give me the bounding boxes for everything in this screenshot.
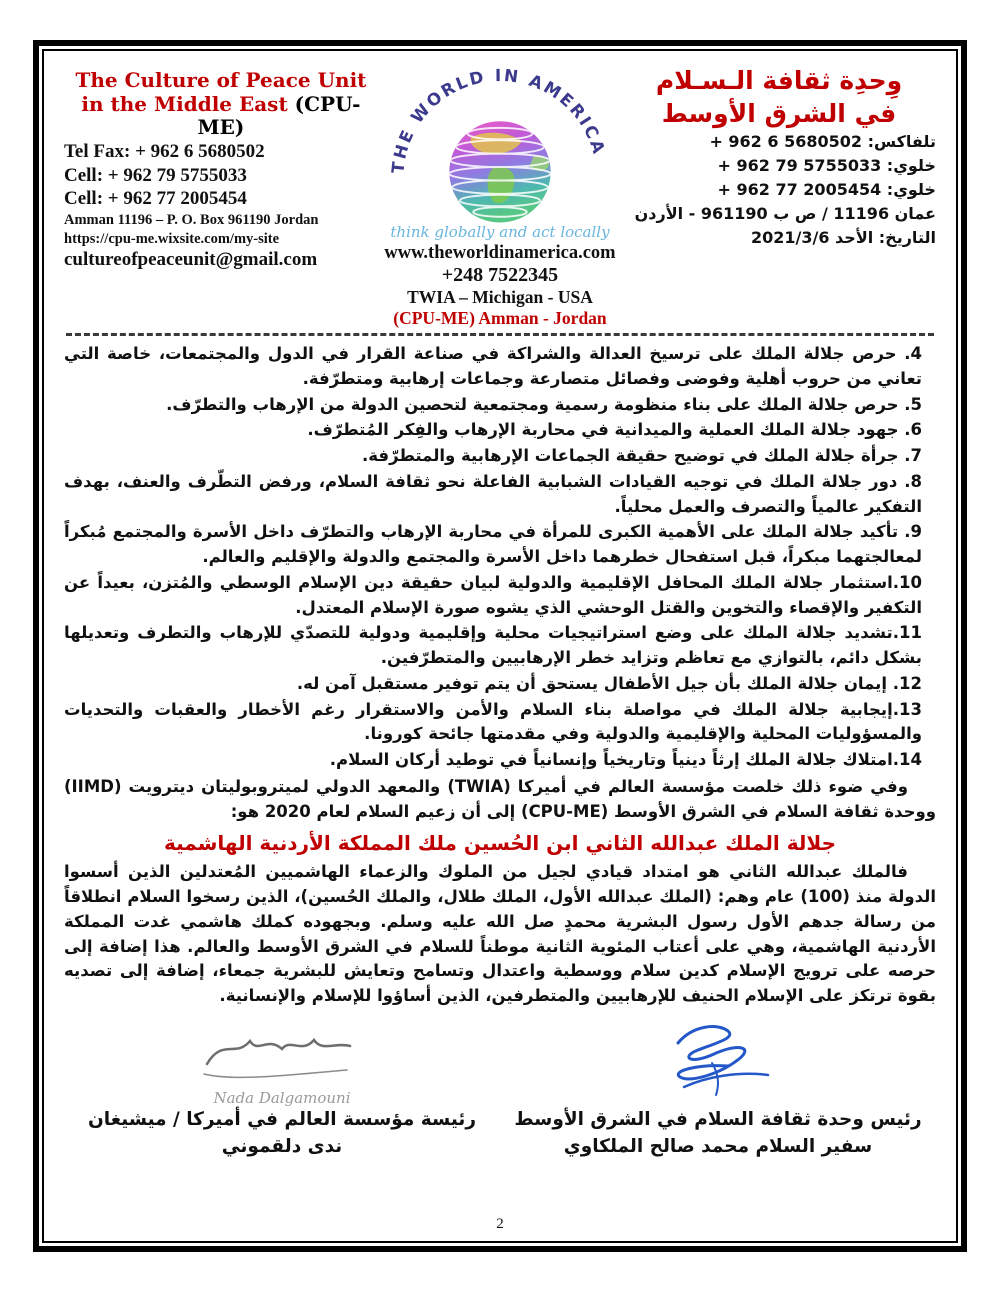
page-number: 2 (496, 1216, 504, 1232)
org-title-arabic (622, 65, 936, 130)
cpume-location-line: (CPU-ME) Amman - Jordan (393, 308, 607, 328)
cell-line-1: Cell: + 962 79 5755033 (64, 164, 247, 186)
peace-leader-2020-phrase: زعيم السلام لعام 2020 (264, 801, 456, 821)
signer-name-right: سفير السلام محمد صالح الملكاوي (563, 1135, 873, 1157)
signature-section (64, 1015, 936, 1216)
org-title-line1: The Culture of Peace Unit (75, 68, 367, 92)
list-item: 8. دور جلالة الملك في توجيه القيادات الشبابية الفاعلة نحو ثقافة السلام، ورفض التطّرف والعنف، بهدف التفكير عالمياً والتصرف والعمل محلياً. (64, 471, 922, 516)
signature-block-president (64, 1015, 500, 1216)
cell-line-ar-2: خلوي: ‪+ 962 77 2005454‬ (717, 180, 936, 199)
signature-block-chairman (500, 1015, 936, 1216)
letterhead-english-block (64, 61, 378, 271)
list-item: 4. حرص جلالة الملك على ترسيخ العدالة والشراكة في صناعة القرار في الدول والمجتمعات، خاصة التي تعاني من حروب أهلية وفوضى وفصائل متصارعة وجماعات إرهابية ومتطرّفة. (64, 344, 922, 388)
handwritten-signature-icon (608, 1017, 828, 1105)
signer-title-right: رئيس وحدة ثقافة السلام في الشرق الأوسط (514, 1108, 922, 1130)
signature-ink-blue (500, 1015, 936, 1107)
org-title-arabic-line1: وِحدِة ثقافة الـسـلام (655, 66, 903, 95)
letter-page (42, 49, 958, 1243)
website-link: https://cpu-me.wixsite.com/my-site (64, 230, 280, 247)
letter-body (64, 342, 936, 1009)
cell-line-ar-1: خلوي: ‪+ 962 79 5755033‬ (717, 156, 936, 175)
final-paragraph: فالملك عبدالله الثاني هو امتداد قيادي لجيل من الملوك والزعماء الهاشميين المُعتدلين الذين أسسوا الدولة منذ (100) عام وهم: (الملك عبدالله الأول، الملك طلال، والملك الحُسين)، الذين رسخوا السلام انطلاقاً من رسالة جدهم الأول رسول البشرية محمدٍ صل الله عليه وسلم. وبجهوده كملك هاشمي غدت المملكة الأردنية الهاشمية، وهي على أعتاب المئوية الثانية موطناً للسلام في الشرق الأوسط والعالم. هذا إضافة إلى حرصه على ترويج الإسلام كدين سلام ووسطية واعتدال وتسامح وتعايش للبشرية جمعاء، إضافة إلى تصديه بقوة ترتكز على الإسلام الحنيف للإرهابيين والمتطرفين، الذين أساؤوا للإسلام والإنسانية. (64, 862, 936, 1005)
twia-phone: +248 7522345 (441, 264, 559, 286)
numbered-list (64, 342, 936, 773)
list-item: 9. تأكيد جلالة الملك على الأهمية الكبرى للمرأة في محاربة الإرهاب والتطرّف داخل الأسرة والمجتمع مُبكراً لمعالجتهما مبكراً، قبل استفحال خطرهما داخل الأسرة والمجتمع والدولة والإقليم والعالم. (64, 522, 922, 566)
svg-text:THE WORLD IN AMERICA: THE WORLD IN AMERICA (387, 64, 610, 175)
list-item: 13.إيجابية جلالة الملك في مواصلة بناء السلام والأمن والاستقرار رغم الأخطار والعقبات والتحديات والمسؤوليات المحلية والإقليمية والدولية وفي مقدمتها جائحة كورونا. (64, 699, 922, 744)
list-item: 10.استثمار جلالة الملك المحافل الإقليمية والدولية لبيان حقيقة دين الإسلام الوسطي والمُتزن، بعيداً عن التكفير والإقصاء والتخوين والقتل الوحشي الذي يشوه صورة الإسلام المعتدل. (64, 572, 922, 617)
twia-location-line: TWIA – Michigan - USA (407, 287, 593, 307)
signer-name-left: ندى دلقموني (221, 1135, 343, 1157)
list-item: 14.امتلاك جلالة الملك إرثاً دينياً وتاريخياً وإنسانياً في توطيد أركان السلام. (329, 750, 922, 769)
org-title-english (64, 69, 378, 140)
org-title-line2: in the Middle East (81, 91, 288, 116)
telefax-line-ar: تلفاكس: ‪+ 962 6 5680502‬ (709, 132, 936, 151)
letterhead (64, 61, 936, 329)
signer-title-left: رئيسة مؤسسة العالم في أميركا / ميشيغان (88, 1108, 476, 1130)
world-in-america-logo-icon (380, 61, 620, 233)
email-address: cultureofpeaceunit@gmail.com (64, 248, 318, 270)
logo-tagline: think globally and act locally (390, 223, 610, 241)
list-item: 11.تشديد جلالة الملك على وضع استراتيجيات محلية وإقليمية ودولية للتصدّي للإرهاب والتطرف وتعديلها بشكل دائم، بالتوازي مع تعاظم وتزايد خطر الإرهابيين والمتطرّفين. (64, 623, 922, 667)
handwritten-name-latin: Nada Dalgamouni (213, 1088, 351, 1107)
letterhead-arabic-block (622, 61, 936, 250)
address-line-ar: عمان 11196 / ص ب 961190 - الأردن (634, 204, 936, 223)
address-line: Amman 11196 – P. O. Box 961190 Jordan (64, 212, 319, 229)
list-item: 12. إيمان جلالة الملك بأن جيل الأطفال يستحق أن يتم توفير مستقبل آمن له. (296, 673, 922, 693)
list-item: 6. جهود جلالة الملك العملية والميدانية في محاربة الإرهاب والفِكر المُتطرّف. (307, 420, 922, 440)
date-line: التاريخ: الأحد 2021/3/6 (750, 228, 936, 247)
conclusion-paragraph (64, 775, 936, 825)
list-item: 7. جرأة جلالة الملك في توضيح حقيقة الجماعات الإرهابية والمتطرّفة. (361, 446, 922, 465)
conclusion-suffix: هو: (230, 801, 265, 821)
list-item: 5. حرص جلالة الملك على بناء منظومة رسمية ومجتمعية لتحصين الدولة من الإرهاب والتطرّف. (166, 394, 922, 414)
telfax-line: Tel Fax: + 962 6 5680502 (64, 140, 265, 162)
award-recipient-title: جلالة الملك عبدالله الثاني ابن الحُسين ملك المملكة الأردنية الهاشمية (164, 831, 836, 856)
org-abbreviation: (CPU-ME) (197, 91, 361, 140)
dashed-divider (66, 333, 934, 336)
handwritten-signature-icon (152, 1026, 412, 1096)
twia-website: www.theworldinamerica.com (384, 243, 616, 263)
conclusion-text: وفي ضوء ذلك خلصت مؤسسة العالم في أميركا (TWIA) والمعهد الدولي لميتروبوليتان ديترويت (IIMD) ووحدة ثقافة السلام في الشرق الأوسط (CPU-ME) إلى أن (64, 776, 936, 821)
org-title-arabic-line2: في الشرق الأوسط (661, 98, 897, 128)
page-border (33, 40, 967, 1252)
cell-line-2: Cell: + 962 77 2005454 (64, 188, 247, 210)
letterhead-logo-block (378, 61, 622, 329)
